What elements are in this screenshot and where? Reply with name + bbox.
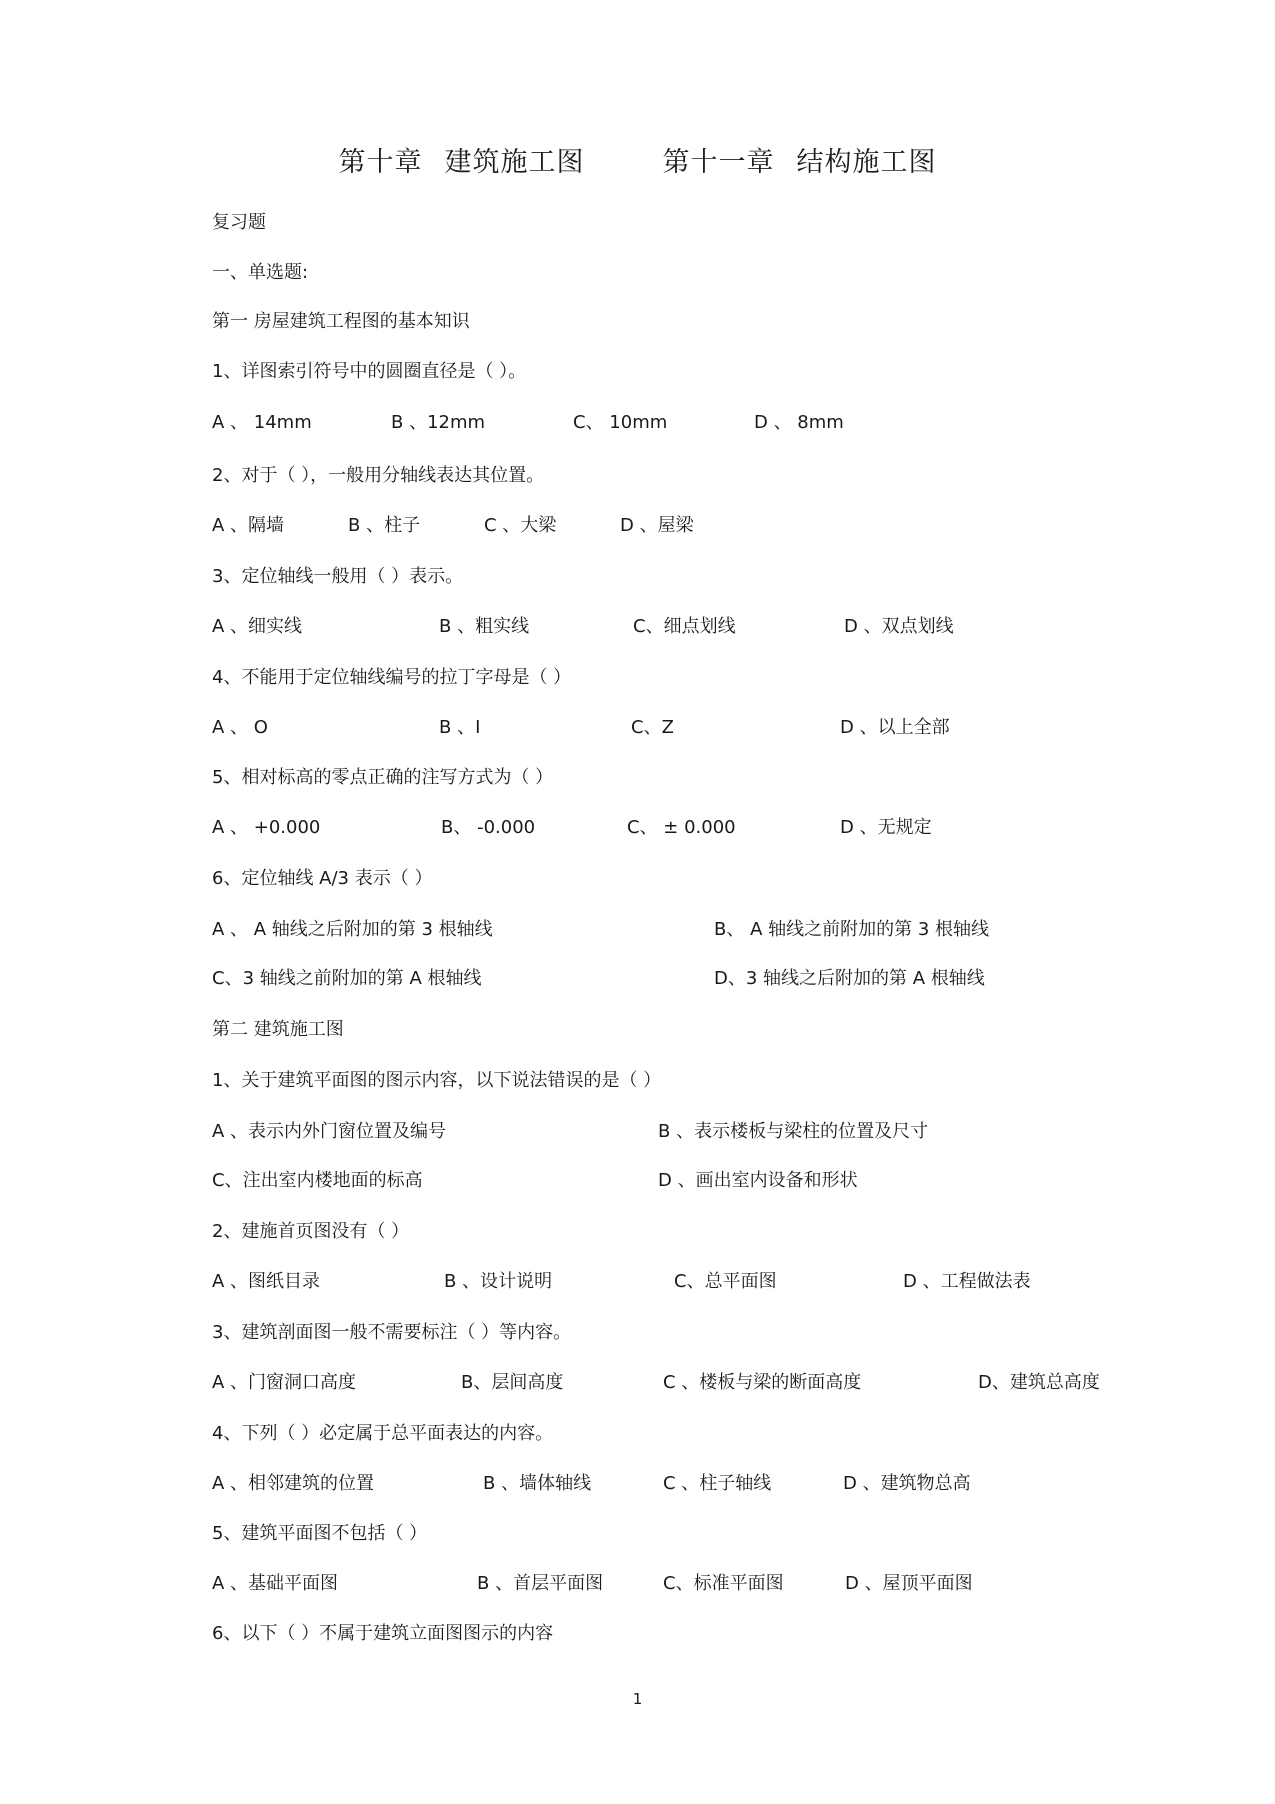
option: A 、隔墙 — [212, 515, 285, 536]
option: D 、双点划线 — [844, 616, 954, 637]
page-title — [0, 140, 1275, 179]
question: 2、对于（ ），一般用分轴线表达其位置。 — [212, 465, 545, 486]
option: B 、首层平面图 — [477, 1573, 604, 1594]
option: D 、建筑物总高 — [843, 1473, 971, 1494]
page-number: 1 — [632, 1690, 643, 1708]
option: D 、无规定 — [840, 817, 932, 838]
option: C、 10mm — [573, 412, 668, 433]
question: 6、定位轴线 A/3 表示（ ） — [212, 868, 433, 889]
option: A 、基础平面图 — [212, 1573, 339, 1594]
option: C、细点划线 — [633, 616, 736, 637]
option: D 、画出室内设备和形状 — [658, 1170, 858, 1191]
option: B 、柱子 — [348, 515, 421, 536]
question: 5、建筑平面图不包括（ ） — [212, 1523, 428, 1544]
question: 1、关于建筑平面图的图示内容，以下说法错误的是（ ） — [212, 1070, 662, 1091]
option: C、注出室内楼地面的标高 — [212, 1170, 423, 1191]
option: A 、 A 轴线之后附加的第 3 根轴线 — [212, 919, 493, 940]
question: 2、建施首页图没有（ ） — [212, 1221, 410, 1242]
question: 4、下列（ ）必定属于总平面表达的内容。 — [212, 1423, 554, 1444]
option: A 、表示内外门窗位置及编号 — [212, 1121, 447, 1142]
option: A 、图纸目录 — [212, 1271, 321, 1292]
option: A 、门窗洞口高度 — [212, 1372, 357, 1393]
part-heading-2: 第二 建筑施工图 — [212, 1019, 344, 1040]
option: A 、相邻建筑的位置 — [212, 1473, 375, 1494]
option: B、层间高度 — [461, 1372, 564, 1393]
chapter-10-label: 第十章 — [338, 147, 423, 178]
option: D 、屋顶平面图 — [845, 1573, 973, 1594]
chapter-10-name: 建筑施工图 — [444, 147, 585, 178]
option: B 、I — [439, 717, 481, 738]
chapter-11-label: 第十一章 — [662, 147, 775, 178]
option: C、总平面图 — [674, 1271, 777, 1292]
question: 5、相对标高的零点正确的注写方式为（ ） — [212, 767, 554, 788]
option: C 、楼板与梁的断面高度 — [663, 1372, 862, 1393]
option: C 、大梁 — [484, 515, 557, 536]
part-heading-1: 第一 房屋建筑工程图的基本知识 — [212, 311, 470, 332]
option: D、建筑总高度 — [978, 1372, 1100, 1393]
option: D 、 8mm — [754, 412, 844, 433]
option: B 、墙体轴线 — [483, 1473, 592, 1494]
option: B 、粗实线 — [439, 616, 530, 637]
question: 4、不能用于定位轴线编号的拉丁字母是（ ） — [212, 667, 572, 688]
option: B 、12mm — [391, 412, 486, 433]
option: B、 A 轴线之前附加的第 3 根轴线 — [714, 919, 989, 940]
option: D 、以上全部 — [840, 717, 950, 738]
option: C、标准平面图 — [663, 1573, 784, 1594]
question: 6、以下（ ）不属于建筑立面图图示的内容 — [212, 1623, 554, 1644]
option: A 、 O — [212, 717, 268, 738]
option: C、Z — [631, 717, 674, 738]
option: C、 ± 0.000 — [627, 817, 736, 838]
question: 3、定位轴线一般用（ ）表示。 — [212, 566, 464, 587]
question: 1、详图索引符号中的圆圈直径是（ ）。 — [212, 361, 527, 382]
option: C、3 轴线之前附加的第 A 根轴线 — [212, 968, 482, 989]
section-heading: 一、单选题: — [212, 262, 309, 283]
option: A 、 +0.000 — [212, 817, 321, 838]
option: D、3 轴线之后附加的第 A 根轴线 — [714, 968, 985, 989]
option: B 、设计说明 — [444, 1271, 553, 1292]
review-label: 复习题 — [212, 212, 266, 233]
option: B 、表示楼板与梁柱的位置及尺寸 — [658, 1121, 929, 1142]
option: B、 -0.000 — [441, 817, 536, 838]
option: D 、屋梁 — [620, 515, 694, 536]
question: 3、建筑剖面图一般不需要标注（ ）等内容。 — [212, 1322, 572, 1343]
chapter-11-name: 结构施工图 — [796, 147, 937, 178]
option: A 、细实线 — [212, 616, 303, 637]
option: C 、柱子轴线 — [663, 1473, 772, 1494]
option: A 、 14mm — [212, 412, 312, 433]
option: D 、工程做法表 — [903, 1271, 1031, 1292]
